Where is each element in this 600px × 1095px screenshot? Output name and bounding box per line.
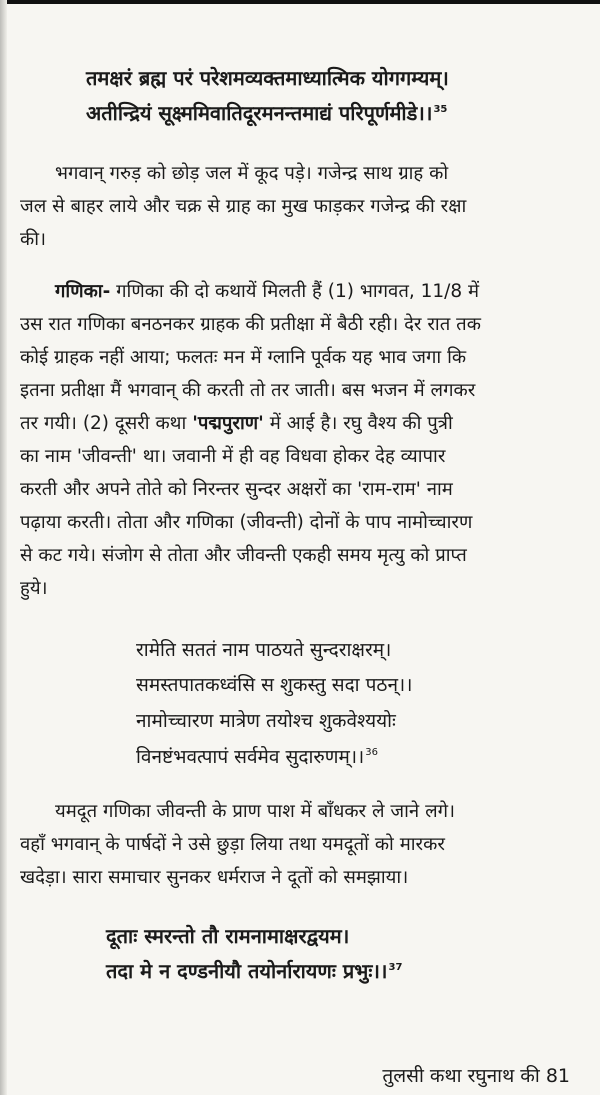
verse3-line2-text: तदा मे न दण्डनीयौ तयोर्नारायणः प्रभुः।। (106, 959, 388, 983)
verse1-line2-text: अतीन्द्रियं सूक्ष्ममिवातिदूरमनन्तमाद्यं परिपूर्णमीडे।। (86, 101, 433, 125)
para2-line1 (55, 278, 479, 303)
para2-line2: उस रात गणिका बनठनकर ग्राहक की प्रतीक्षा में बैठी रही। देर रात तक (20, 314, 481, 335)
para2-line3: कोई ग्राहक नहीं आया; फलतः मन में ग्लानि पूर्वक यह भाव जगा कि (20, 347, 467, 368)
para2-line5-post: में आई है। रघु वैश्य की पुत्री (263, 413, 453, 434)
running-title: तुलसी कथा रघुनाथ की (382, 1065, 540, 1087)
verse2-line4 (136, 743, 378, 769)
para3-line2: वहाँ भगवान् के पार्षदों ने उसे छुड़ा लिया तथा यमदूतों को मारकर (20, 834, 445, 855)
para2-line8: पढ़ाया करती। तोता और गणिका (जीवन्ती) दोनों के पाप नामोच्चारण (20, 512, 473, 533)
verse1-line1: तमक्षरं ब्रह्म परं परेशमव्यक्तमाध्यात्मिक योगगम्यम्। (86, 66, 449, 90)
verse2-line1: रामेति सततं नाम पाठयते सुन्दराक्षरम्। (136, 639, 392, 661)
para2-line6: का नाम 'जीवन्ती' था। जवानी में ही वह विधवा होकर देह व्यापार (20, 446, 446, 467)
para2-line4: इतना प्रतीक्षा मैं भगवान् की करती तो तर जाती। बस भजन में लगकर (20, 380, 476, 401)
para2-line1-text: गणिका की दो कथायें मिलती हैं (1) भागवत, 11/8 में (110, 281, 480, 302)
para2-line5-pre: तर गयी। (2) दूसरी कथा (20, 413, 193, 434)
page-number: 81 (545, 1065, 570, 1087)
verse2-line3: नामोच्चारण मात्रेण तयोश्च शुकवेश्ययोः (136, 710, 396, 732)
verse2-footnote-ref: 36 (365, 747, 378, 758)
para1-line3: की। (20, 229, 47, 250)
para2-heading: गणिका- (55, 281, 111, 302)
verse2-line2: समस्तपातकध्वंसि स शुकस्तु सदा पठन्।। (136, 674, 413, 696)
page-footer (382, 1062, 570, 1088)
para2-line5 (20, 410, 453, 435)
para2-line10: हुये। (20, 578, 48, 599)
verse3-line1: दूताः स्मरन्तो तौ रामनामाक्षरद्वयम। (106, 924, 350, 948)
page-binding-shadow (0, 0, 7, 1095)
para1-line2: जल से बाहर लाये और चक्र से ग्राह का मुख फाड़कर गजेन्द्र की रक्षा (20, 196, 467, 217)
verse1-line2 (86, 99, 447, 126)
para1-line1: भगवान् गरुड़ को छोड़ जल में कूद पड़े। गजेन्द्र साथ ग्राह को (55, 163, 449, 184)
para2-line7: करती और अपने तोते को निरन्तर सुन्दर अक्षरों का 'राम-राम' नाम (20, 479, 453, 500)
verse2-line4-text: विनष्टंभवत्पापं सर्वमेव सुदारुणम्।। (136, 746, 365, 768)
padmapuran-title: 'पद्मपुराण' (192, 413, 264, 434)
verse3-footnote-ref: 37 (388, 962, 403, 973)
page-top-edge (0, 0, 600, 4)
verse1-footnote-ref: 35 (433, 104, 448, 115)
para3-line1: यमदूत गणिका जीवन्ती के प्राण पाश में बाँधकर ले जाने लगे। (55, 801, 456, 822)
para3-line3: खदेड़ा। सारा समाचार सुनकर धर्मराज ने दूतों को समझाया। (20, 867, 409, 888)
verse3-line2 (106, 957, 402, 984)
para2-line9: से कट गये। संजोग से तोता और जीवन्ती एकही समय मृत्यु को प्राप्त (20, 545, 467, 566)
